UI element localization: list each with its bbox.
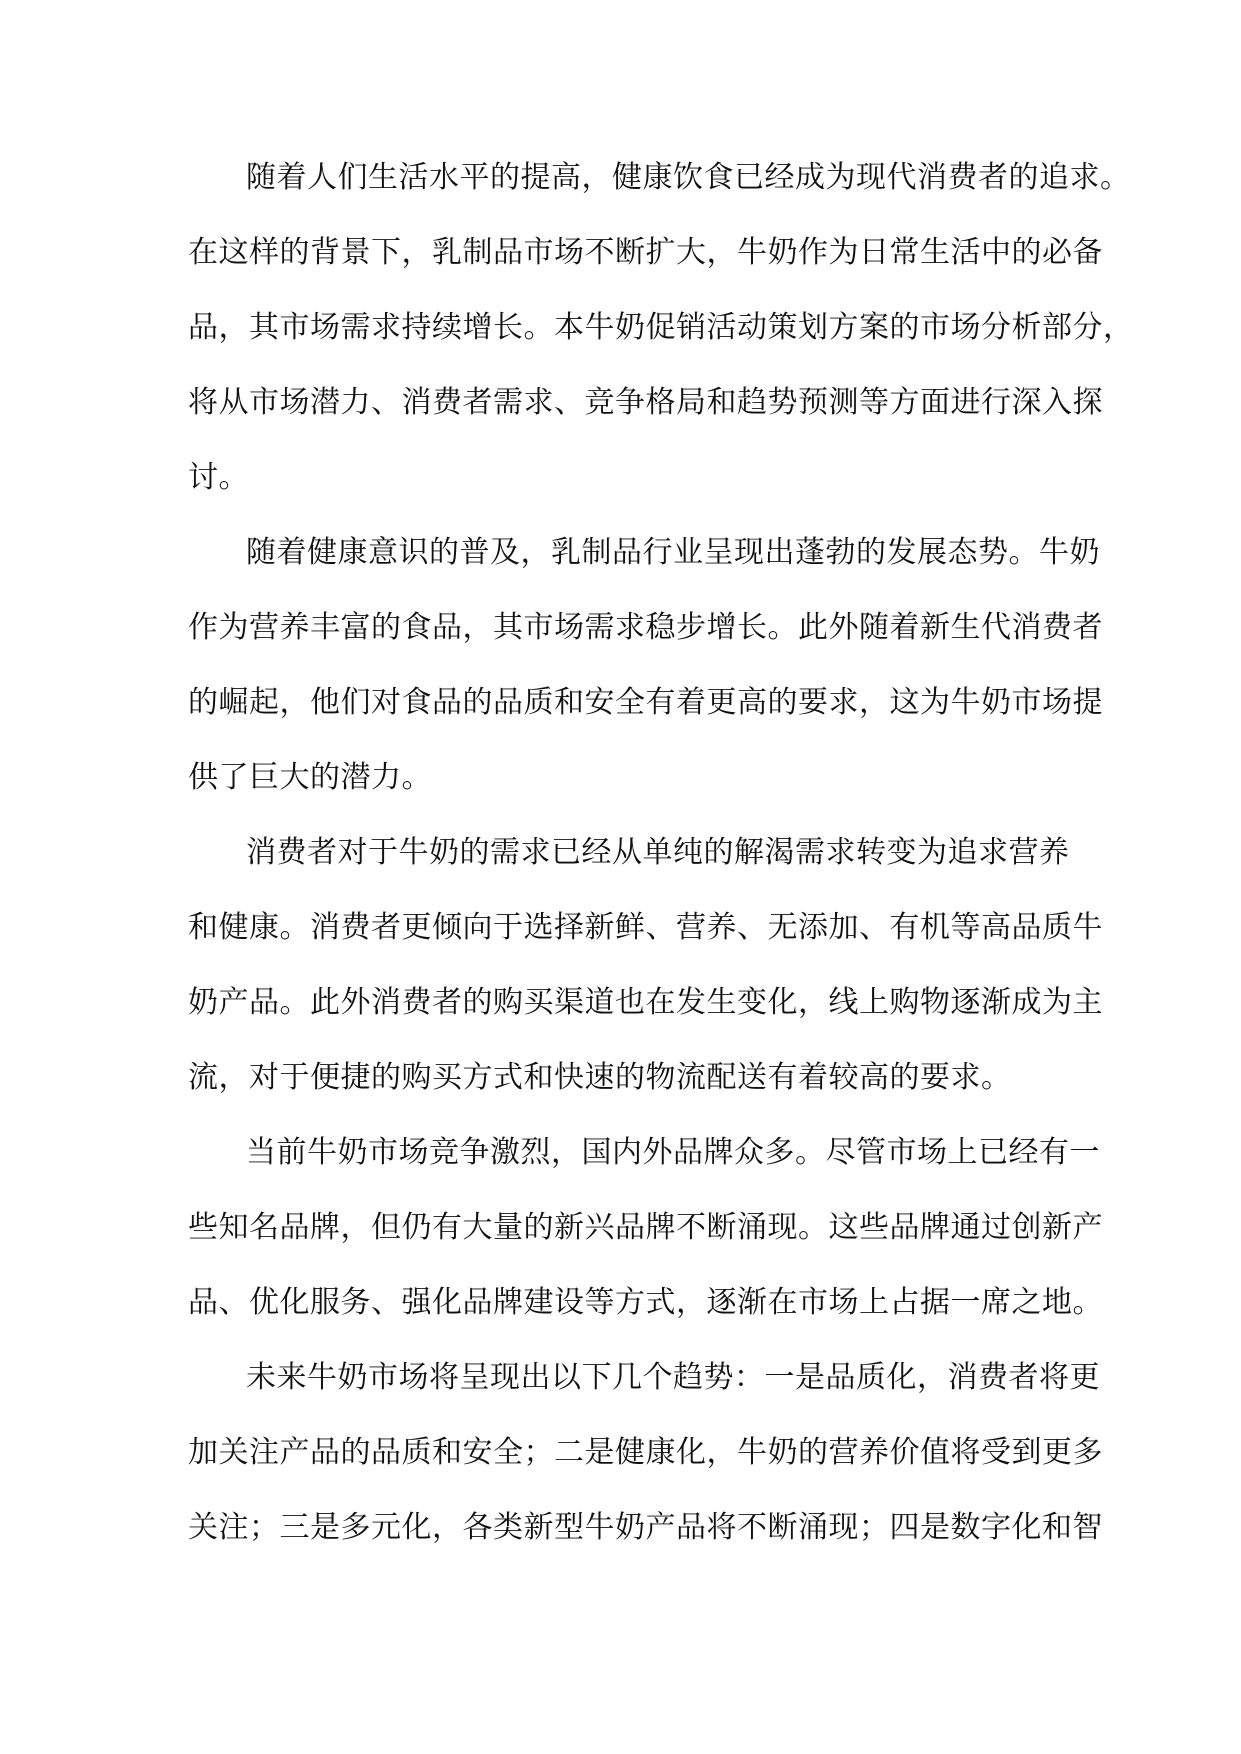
paragraph-5-line-1: 未来牛奶市场将呈现出以下几个趋势：一是品质化，消费者将更 — [246, 1360, 1100, 1395]
paragraph-2-line-3: 的崛起，他们对食品的品质和安全有着更高的要求，这为牛奶市场提 — [188, 685, 1103, 720]
paragraph-5-line-3: 关注；三是多元化，各类新型牛奶产品将不断涌现；四是数字化和智 — [188, 1510, 1103, 1545]
paragraph-1-line-4: 将从市场潜力、消费者需求、竞争格局和趋势预测等方面进行深入探 — [188, 385, 1103, 420]
paragraph-2-line-2: 作为营养丰富的食品，其市场需求稳步增长。此外随着新生代消费者 — [188, 610, 1103, 645]
paragraph-2-line-1: 随着健康意识的普及，乳制品行业呈现出蓬勃的发展态势。牛奶 — [246, 535, 1100, 570]
paragraph-3-line-4: 流，对于便捷的购买方式和快速的物流配送有着较高的要求。 — [188, 1060, 1012, 1095]
paragraph-3-line-1: 消费者对于牛奶的需求已经从单纯的解渴需求转变为追求营养 — [246, 835, 1070, 870]
paragraph-1-line-2: 在这样的背景下，乳制品市场不断扩大，牛奶作为日常生活中的必备 — [188, 235, 1103, 270]
paragraph-3-line-3: 奶产品。此外消费者的购买渠道也在发生变化，线上购物逐渐成为主 — [188, 985, 1103, 1020]
document-body — [188, 140, 1134, 1565]
paragraph-5-line-2: 加关注产品的品质和安全；二是健康化，牛奶的营养价值将受到更多 — [188, 1435, 1103, 1470]
paragraph-1-line-1: 随着人们生活水平的提高，健康饮食已经成为现代消费者的追求。 — [246, 160, 1131, 195]
paragraph-4-line-1: 当前牛奶市场竞争激烈，国内外品牌众多。尽管市场上已经有一 — [246, 1135, 1100, 1170]
paragraph-4-line-2: 些知名品牌，但仍有大量的新兴品牌不断涌现。这些品牌通过创新产 — [188, 1210, 1103, 1245]
paragraph-4-line-3: 品、优化服务、强化品牌建设等方式，逐渐在市场上占据一席之地。 — [188, 1285, 1103, 1320]
paragraph-1-line-5: 讨。 — [188, 460, 249, 495]
paragraph-1-line-3: 品，其市场需求持续增长。本牛奶促销活动策划方案的市场分析部分， — [188, 310, 1134, 345]
paragraph-2-line-4: 供了巨大的潜力。 — [188, 760, 432, 795]
paragraph-3-line-2: 和健康。消费者更倾向于选择新鲜、营养、无添加、有机等高品质牛 — [188, 910, 1103, 945]
